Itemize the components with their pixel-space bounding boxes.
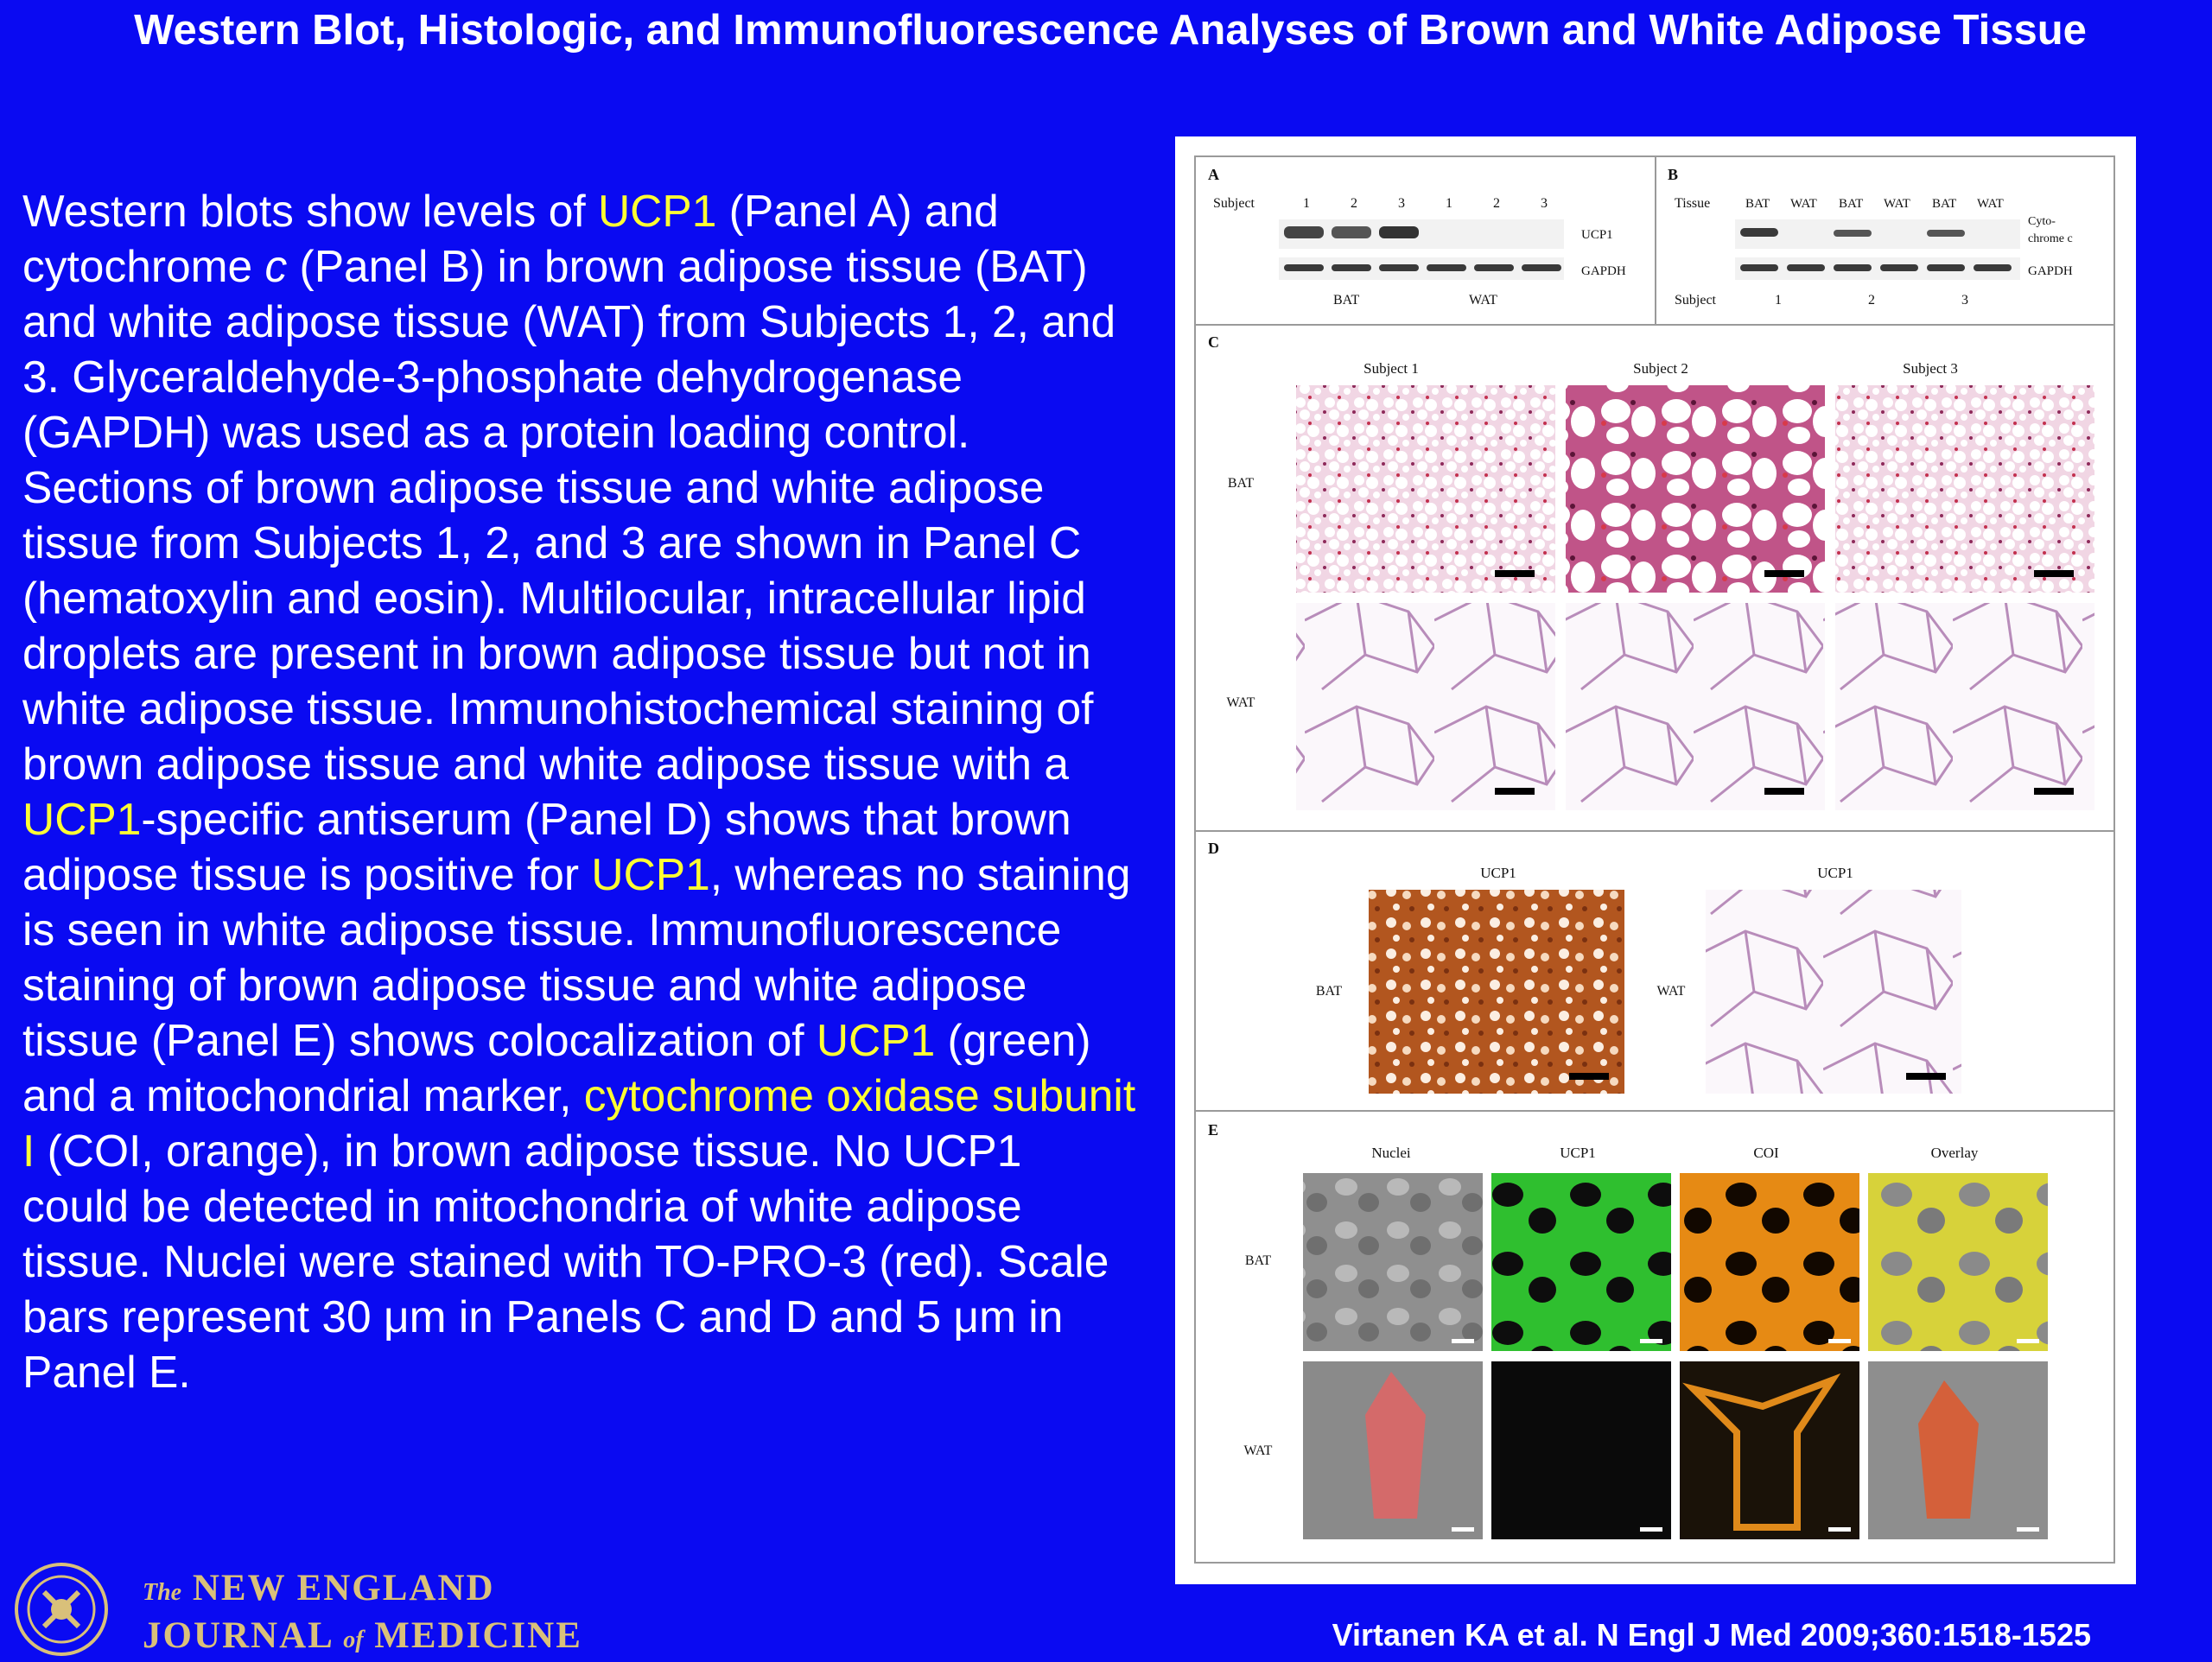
lane-label: 3: [1398, 196, 1405, 211]
scale-bar: [1828, 1339, 1851, 1343]
lane-label: BAT: [1745, 197, 1770, 211]
caption-text: Western blots show levels of: [22, 186, 598, 236]
column-label: Overlay: [1930, 1145, 1979, 1161]
blot-band: [1284, 226, 1324, 238]
journal-seal-logo: [14, 1562, 109, 1657]
caption-highlight: UCP1: [22, 794, 142, 844]
blot-band: [1379, 264, 1419, 271]
caption-highlight: cytochrome oxidase subunit I: [22, 1070, 1136, 1176]
panel-letter-c: C: [1208, 333, 1219, 351]
row-label: BAT: [1315, 984, 1343, 999]
subject-label: Subject: [1675, 293, 1716, 308]
caption-text: (Panel B) in brown adipose tissue (BAT) and white adipose tissue (WAT) from Subjects 1, 2, and 3. Glyceraldehyde-3-phosphate dehydrogenase (GAPDH) was used as a protein loading control. Sections of brown adipose tissue and white adipose tissue from Subjects 1, 2, and 3 are shown in Panel C (hematoxylin and eosin). Multilocular, intracellular lipid droplets are present in brown adipose tissue but not in white adipose tissue. Immunohistochemical staining of brown adipose tissue and white adipose tissue with a: [22, 241, 1116, 789]
if-image-wat-ucp1: [1491, 1361, 1671, 1539]
citation: Virtanen KA et al. N Engl J Med 2009;360:1518-1525: [1332, 1617, 2091, 1652]
band-label: UCP1: [1581, 228, 1613, 242]
row-label: WAT: [1243, 1443, 1273, 1458]
slide-title: Western Blot, Histologic, and Immunofluorescence Analyses of Brown and White Adipose Tissue: [134, 7, 2087, 54]
journal-of: of: [343, 1627, 364, 1653]
he-image-bat-2: [1566, 385, 1825, 593]
panel-letter-a: A: [1208, 166, 1219, 183]
subject-label: Subject: [1213, 196, 1255, 211]
he-image-bat-1: [1296, 385, 1555, 593]
column-label: Subject 1: [1363, 360, 1419, 377]
blot-band: [1927, 230, 1965, 237]
if-image-bat-nuclei: [1303, 1173, 1483, 1351]
scale-bar: [1495, 788, 1535, 795]
journal-name: [143, 1567, 582, 1662]
blot-band: [1974, 264, 2012, 271]
scale-bar: [2017, 1527, 2039, 1532]
group-label: BAT: [1333, 293, 1360, 308]
blot-band: [1834, 230, 1872, 237]
lane-label: WAT: [1884, 197, 1910, 211]
column-label: COI: [1753, 1145, 1779, 1161]
row-label: WAT: [1656, 984, 1686, 999]
lane-label: 1: [1446, 196, 1452, 211]
scale-bar: [2017, 1339, 2039, 1343]
lane-label: 2: [1351, 196, 1357, 211]
scale-bar: [2034, 788, 2074, 795]
journal-line-2b: MEDICINE: [374, 1615, 582, 1656]
figure-panel: [1175, 136, 2136, 1584]
caption-highlight: UCP1: [591, 849, 710, 899]
ihc-image-wat: [1706, 890, 1961, 1094]
blot-band: [1332, 226, 1371, 238]
journal-line-2a: JOURNAL: [143, 1615, 333, 1656]
scale-bar: [1452, 1527, 1474, 1532]
if-image-bat-coi: [1680, 1173, 1859, 1351]
scale-bar: [1452, 1339, 1474, 1343]
blot-band: [1787, 264, 1825, 271]
scale-bar: [1906, 1073, 1946, 1080]
figure-svg: [1175, 136, 2136, 1584]
lane-label: BAT: [1839, 197, 1864, 211]
figure-caption: [22, 183, 1137, 1399]
row-label: BAT: [1227, 476, 1255, 491]
scale-bar: [2034, 570, 2074, 577]
lane-label: WAT: [1977, 197, 2004, 211]
band-label: GAPDH: [1581, 264, 1626, 278]
scale-bar: [1569, 1073, 1609, 1080]
scale-bar: [1764, 788, 1804, 795]
lane-label: WAT: [1790, 197, 1817, 211]
journal-line-1: NEW ENGLAND: [192, 1568, 495, 1608]
he-image-bat-3: [1835, 385, 2094, 593]
panel-letter-b: B: [1668, 166, 1679, 183]
he-image-wat-3: [1835, 603, 2094, 810]
column-label: Subject 2: [1633, 360, 1688, 377]
caption-highlight: UCP1: [597, 186, 717, 236]
lane-label: BAT: [1932, 197, 1957, 211]
panel-letter-e: E: [1208, 1121, 1219, 1139]
row-label: BAT: [1244, 1253, 1272, 1268]
band-label: chrome c: [2028, 232, 2073, 245]
row-label: WAT: [1226, 695, 1255, 710]
column-label: UCP1: [1480, 865, 1516, 881]
panel-letter-d: D: [1208, 840, 1219, 857]
lane-label: 3: [1541, 196, 1548, 211]
scale-bar: [1495, 570, 1535, 577]
caption-text: (COI, orange), in brown adipose tissue. No UCP1 could be detected in mitochondria of white adipose tissue. Nuclei were stained with TO-PRO-3 (red). Scale bars represent 30 μm in Panels C and D and 5 μm in Panel E.: [22, 1126, 1109, 1397]
blot-band: [1740, 228, 1778, 237]
lane-label: 2: [1493, 196, 1500, 211]
if-image-wat-coi: [1680, 1361, 1859, 1539]
if-image-bat-overlay: [1868, 1173, 2048, 1351]
band-label: GAPDH: [2028, 264, 2073, 278]
blot-band: [1834, 264, 1872, 271]
group-label: WAT: [1469, 293, 1497, 308]
tissue-label: Tissue: [1675, 196, 1711, 211]
caption-text: (green) and a mitochondrial marker,: [22, 1015, 1091, 1120]
lane-label: 1: [1303, 196, 1310, 211]
journal-the: The: [143, 1579, 182, 1606]
subject-number: 2: [1868, 293, 1875, 308]
he-image-wat-2: [1566, 603, 1825, 810]
caption-italic: c: [264, 241, 288, 291]
blot-band: [1284, 264, 1324, 271]
column-label: Subject 3: [1903, 360, 1958, 377]
blot-band: [1332, 264, 1371, 271]
caption-highlight: UCP1: [816, 1015, 936, 1065]
ihc-image-bat: [1369, 890, 1624, 1094]
blot-band: [1379, 226, 1419, 238]
if-image-bat-ucp1: [1491, 1173, 1671, 1351]
scale-bar: [1764, 570, 1804, 577]
subject-number: 1: [1775, 293, 1782, 308]
column-label: Nuclei: [1371, 1145, 1411, 1161]
column-label: UCP1: [1560, 1145, 1596, 1161]
caption-text: -specific antiserum (Panel D) shows that brown adipose tissue is positive for: [22, 794, 1071, 899]
subject-number: 3: [1961, 293, 1968, 308]
caption-text: (Panel A) and cytochrome: [22, 186, 999, 291]
blot-band: [1522, 264, 1561, 271]
blot-band: [1474, 264, 1514, 271]
band-label: Cyto-: [2028, 215, 2056, 228]
caption-text: , whereas no staining is seen in white adipose tissue. Immunofluorescence staining of brown adipose tissue and white adipose tissue (Panel E) shows colocalization of: [22, 849, 1131, 1065]
blot-band: [1927, 264, 1965, 271]
column-label: UCP1: [1817, 865, 1853, 881]
blot-band: [1880, 264, 1918, 271]
blot-band: [1427, 264, 1466, 271]
scale-bar: [1828, 1527, 1851, 1532]
blot-band: [1740, 264, 1778, 271]
he-image-wat-1: [1296, 603, 1555, 810]
scale-bar: [1640, 1527, 1662, 1532]
scale-bar: [1640, 1339, 1662, 1343]
